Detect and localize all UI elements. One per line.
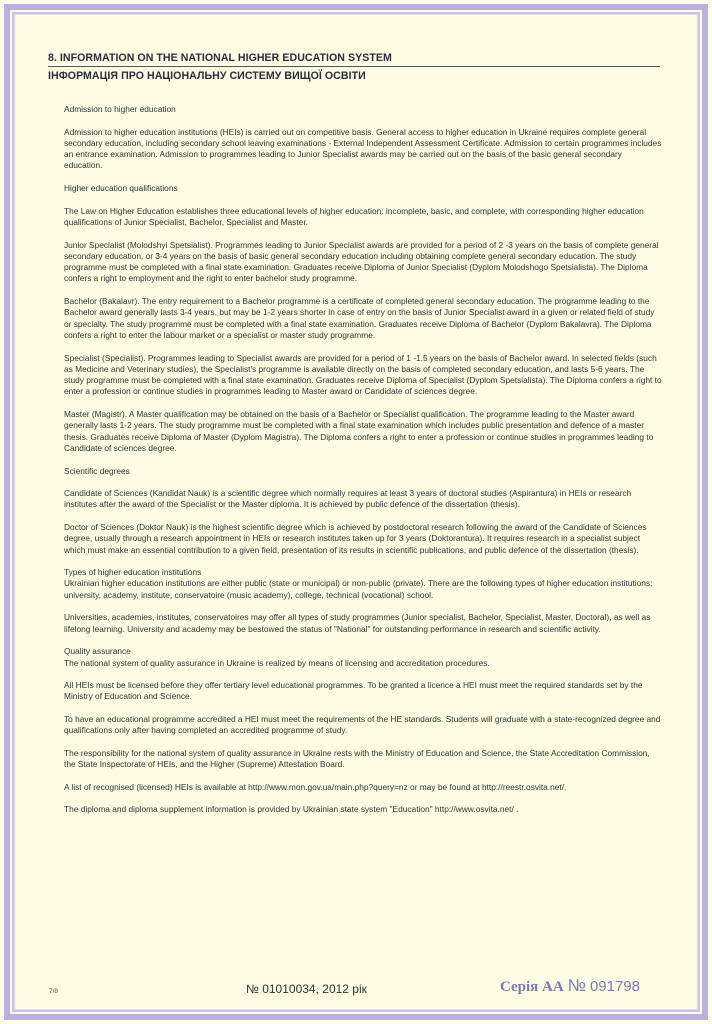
series-value: 091798 — [589, 978, 641, 995]
series-number — [500, 976, 640, 996]
admission-paragraph: Admission to higher education institutions (HEIs) is carried out on competitive basis. General access to higher education in Ukraine requires complete general secondary education, including secondary school leaving examinations - External Independent Assessment Certificate. Admission to certain programmes includes an entrance examination. Admission to programmes leading to Junior Specialist awards may be carried out on the basis of the basic general secondary education. — [64, 126, 662, 171]
specialist-paragraph: Specialist (Specialist). Programmes leading to Specialist awards are provided for a period of 1 -1.5 years on the basis of Bachelor award. In selected fields (such as Medicine and Veterinary studies), the Specialist's programme is available directly on the basis of completed secondary education, and lasts 5-6 years. The study programme must be completed with a final state examination. Graduates receive Diploma of Specialist (Dyplom Spetsialista). The Diploma confers a right to enter a profession or continue studies in programmes leading to Master award or Candidate of sciences degree. — [64, 352, 662, 397]
bachelor-paragraph: Bachelor (Bakalavr). The entry requirement to a Bachelor programme is a certificate of completed general secondary education. The programme leading to the Bachelor award generally lasts 3-4 years, but may be 1-2 years shorter in case of entry on the basis of Junior Specialist award in a given or related field of study or specialty. The study programme must be completed with a final state examination. Graduates receive Diploma of Bachelor (Dyplom Bakalavra). The Diploma confers a right to enter the labour market or a specialist or master study programme. — [64, 296, 655, 340]
series-label: Серія АА — [500, 979, 564, 995]
types-paragraph: Ukrainian higher education institutions are either public (state or municipal) or non-public (private). There are the following types of higher education institutions: university, academy, institute, conservatoire (music academy), college, technical (vocational) school. — [64, 578, 653, 600]
accreditation-paragraph: To have an educational programme accredited a HEI must meet the requirements of the HE standards. Students will graduate with a state-recognized degree and qualifications only after having completed an accredited programme of study. — [64, 714, 661, 736]
qualifications-heading: Higher education qualifications — [64, 183, 178, 194]
candidate-paragraph: Candidate of Sciences (Kandidat Nauk) is a scientific degree which normally requires at least 3 years of doctoral studies (Aspirantura) in HEIs or research institutes after the award of the Specialist or the Master diploma. It is achieved by public defence of the dissertation (thesis). — [64, 488, 632, 510]
number-sign: № — [567, 976, 586, 995]
provided-by-paragraph: The diploma and diploma supplement information is provided by Ukrainian state system "Education" http://www.osvita.net/ . — [64, 804, 519, 815]
title-ukrainian: ІНФОРМАЦІЯ ПРО НАЦІОНАЛЬНУ СИСТЕМУ ВИЩОЇ ОСВІТИ — [48, 70, 366, 82]
licensing-paragraph: All HEIs must be licensed before they offer tertiary level educational programmes. To be granted a licence a HEI must meet the required standards set by the Ministry of Education and Science. — [64, 680, 643, 702]
doctor-paragraph: Doctor of Sciences (Doktor Nauk) is the highest scientific degree which is achieved by postdoctoral research following the award of the Candidate of Sciences degree, usually through a research appointment in HEIs or research institutes taken up for 3 years (Doktorantura). It requires research in a specialist subject which must make an essential contribution to a given field, presentation of its results in scientific publications, and public defence of the dissertation (thesis). — [64, 521, 647, 555]
quality-paragraph: The national system of quality assurance in Ukraine is realized by means of licensing and accreditation procedures. — [64, 657, 490, 668]
responsibility-paragraph: The responsibility for the national system of quality assurance in Ukraine rests with the Ministry of Education and Science, the State Accreditation Commission, the State Inspectorate of HEIs, and the Higher (Supreme) Attestation Board. — [64, 747, 650, 770]
page-number: 7/8 — [49, 988, 59, 995]
body-text — [64, 104, 662, 827]
universities-paragraph: Universities, academies, institutes, conservatoires may offer all types of study programmes (Junior specialist, Bachelor, Specialist, Master, Doctoral), as well as lifelong learning. University and academy may be bestowed the status of "National" for outstanding performance in research and scientific activity. — [64, 612, 651, 634]
types-heading: Types of higher education institutions — [64, 567, 202, 578]
document-number: № 01010034, 2012 рік — [246, 982, 367, 996]
master-paragraph: Master (Magistr). A Master qualification may be obtained on the basis of a Bachelor or Specialist qualification. The programme leading to the Master award generally lasts 1-2 years. The study programme must be completed with a final state examination which includes public presentation and defence of a master thesis. Graduates receive Diploma of Master (Dyplom Magistra). The Diploma confers a right to enter a profession or continue studies in programmes leading to Candidate of sciences degree. — [64, 409, 654, 453]
hei-list-paragraph: A list of recognised (licensed) HEIs is available at http://www.mon.gov.ua/main.php?query=nz or may be found at http://reestr.osvita.net/. — [64, 781, 567, 792]
title-english: 8. INFORMATION ON THE NATIONAL HIGHER EDUCATION SYSTEM — [48, 52, 660, 67]
admission-heading: Admission to higher education — [64, 104, 176, 114]
law-paragraph: The Law on Higher Education establishes three educational levels of higher education: incomplete, basic, and complete, with corresponding higher education qualifications of Junior Specialist, Bachelor, Specialist and Master. — [64, 205, 644, 227]
section-header — [48, 52, 660, 82]
junior-specialist-paragraph: Junior Specialist (Molodshyi Spetsialist). Programmes leading to Junior Specialist awards are provided for a period of 2 -3 years on the basis of complete general secondary education, or 3-4 years on the basis of basic general secondary education including obtaining complete general secondary education. The study programme must be completed with a final state examination. Graduates receive Diploma of Junior Specialist (Dyplom Molodshogo Spetsialista). The Diploma confers a right to employment and the right to enter bachelor study programme. — [64, 239, 659, 284]
degrees-heading: Scientific degrees — [64, 465, 130, 476]
quality-heading: Quality assurance — [64, 646, 131, 657]
